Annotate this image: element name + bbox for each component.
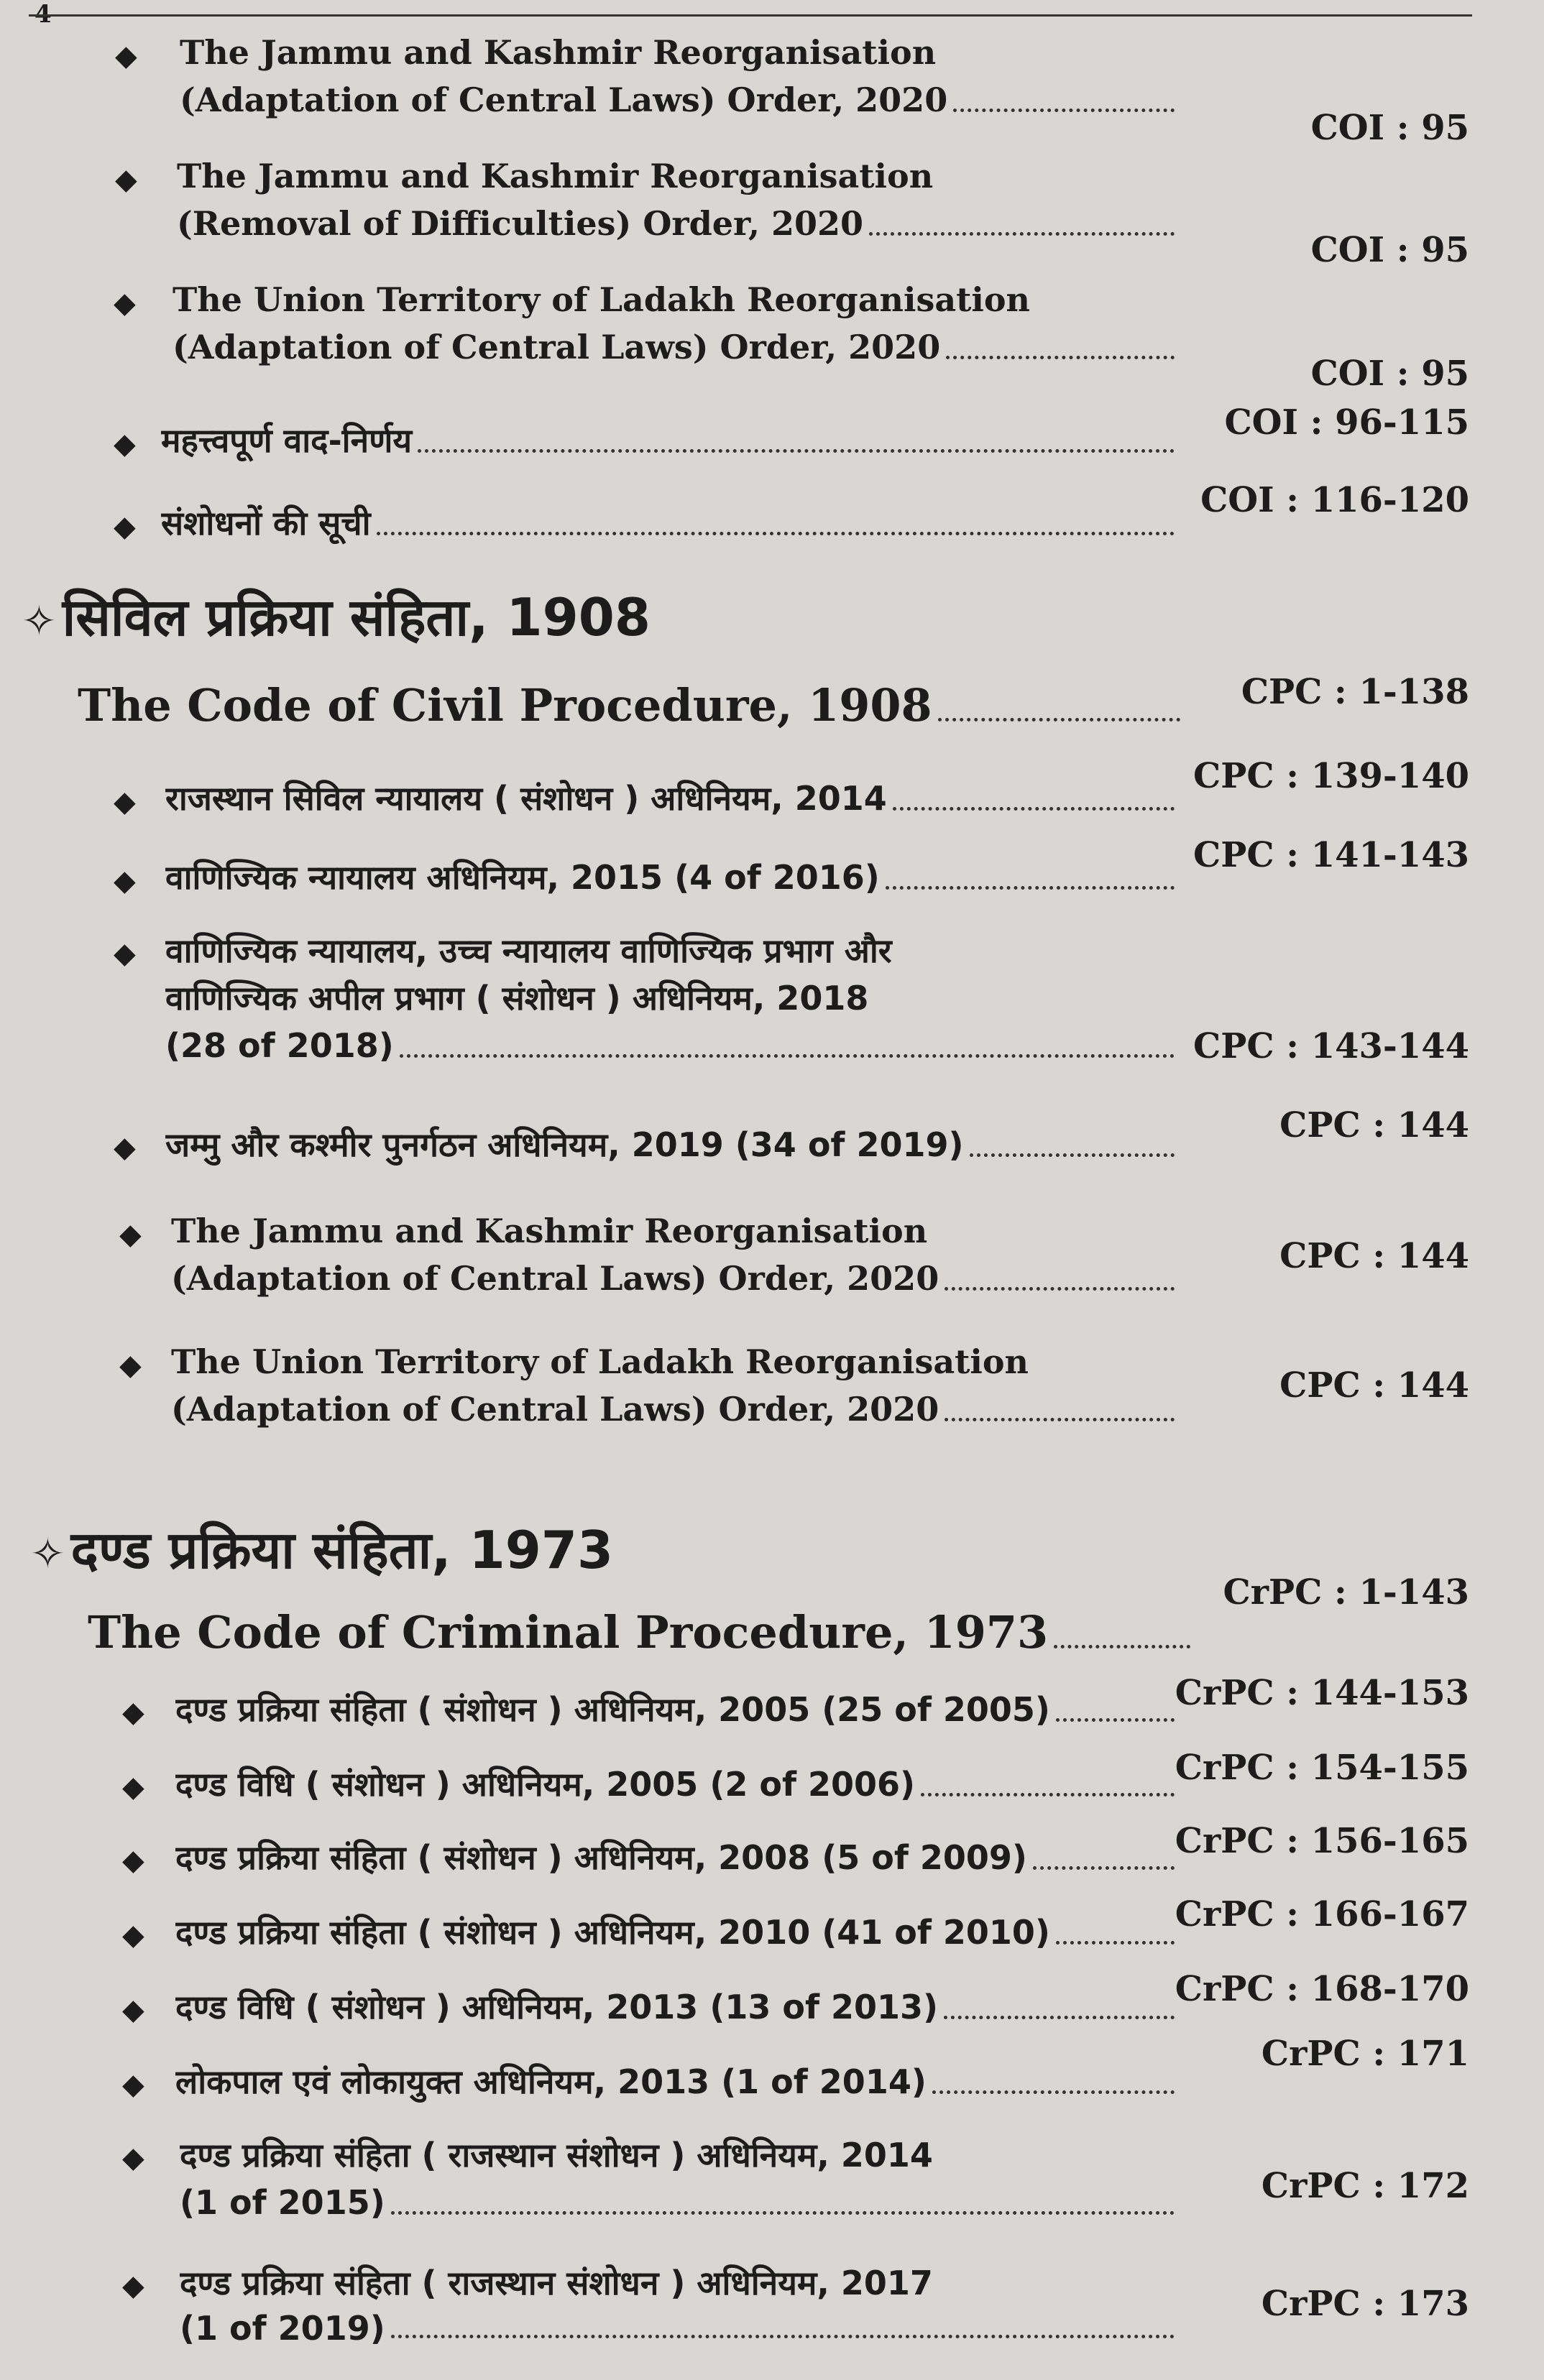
bullet-icon: ◆ <box>122 2269 144 2302</box>
bullet-icon: ◆ <box>114 937 136 970</box>
toc-entry <box>114 276 1179 371</box>
entry-line: दण्ड प्रक्रिया संहिता ( संशोधन ) अधिनियम, 2010 (41 of 2010) <box>175 1913 1050 1952</box>
page-ref: COI : 116-120 <box>1200 480 1469 520</box>
toc-entry <box>114 417 1179 464</box>
entry-line: (Removal of Difficulties) Order, 2020 <box>177 204 863 243</box>
page-ref: CPC : 144 <box>1279 1105 1469 1145</box>
dot-leader <box>1056 1686 1175 1722</box>
entry-line: दण्ड प्रक्रिया संहिता ( राजस्थान संशोधन ) अधिनियम, 2014 <box>180 2136 933 2174</box>
code-title: The Code of Civil Procedure, 1908 <box>78 677 1185 734</box>
entry-line: वाणिज्यिक न्यायालय, उच्च न्यायालय वाणिज्यिक प्रभाग और <box>165 931 892 970</box>
dot-leader <box>946 323 1175 359</box>
dot-leader <box>945 1255 1175 1291</box>
entry-line: जम्मु और कश्मीर पुनर्गठन अधिनियम, 2019 (34 of 2019) <box>165 1125 964 1164</box>
toc-entry <box>119 1207 1179 1302</box>
entry-line: महत्त्वपूर्ण वाद-निर्णय <box>161 421 413 460</box>
toc-entry <box>114 927 1179 1069</box>
toc-entry <box>122 1983 1179 2031</box>
bullet-icon: ◆ <box>115 162 137 196</box>
dot-leader <box>921 1761 1175 1796</box>
page-ref: CPC : 139-140 <box>1193 756 1469 796</box>
toc-entry <box>114 499 1179 547</box>
toc-entry <box>115 29 1179 124</box>
page-ref: CrPC : 171 <box>1261 2034 1469 2074</box>
dot-leader <box>893 775 1175 811</box>
code-title: The Code of Criminal Procedure, 1973 <box>88 1604 1195 1661</box>
section-heading: ✧ सिविल प्रक्रिया संहिता, 1908 <box>22 587 651 647</box>
page-number: 4 <box>35 0 52 29</box>
entry-line: दण्ड विधि ( संशोधन ) अधिनियम, 2005 (2 of 2006) <box>175 1765 916 1804</box>
dot-leader <box>932 2058 1175 2094</box>
page-ref: CPC : 141-143 <box>1193 835 1469 875</box>
bullet-icon: ◆ <box>115 39 137 73</box>
toc-entry <box>122 2131 1179 2226</box>
bullet-icon: ◆ <box>119 1217 142 1251</box>
page-ref: COI : 96-115 <box>1224 402 1469 443</box>
dot-leader <box>1033 1834 1175 1870</box>
bullet-icon: ◆ <box>114 286 136 320</box>
toc-entry <box>122 1834 1179 1881</box>
page-ref: CPC : 143-144 <box>1193 1026 1469 1066</box>
entry-line: The Jammu and Kashmir Reorganisation <box>177 157 934 195</box>
bullet-icon: ◆ <box>114 427 136 461</box>
toc-entry <box>122 2058 1179 2105</box>
page-ref: COI : 95 <box>1310 108 1469 148</box>
dot-leader <box>953 76 1175 112</box>
entry-line: राजस्थान सिविल न्यायालय ( संशोधन ) अधिनियम, 2014 <box>165 779 887 818</box>
bullet-icon: ◆ <box>119 1348 142 1382</box>
dot-leader <box>970 1121 1175 1157</box>
bullet-icon: ◆ <box>114 1131 136 1164</box>
bullet-icon: ◆ <box>122 1771 144 1804</box>
entry-line: (Adaptation of Central Laws) Order, 2020 <box>173 328 941 366</box>
dot-leader <box>391 2307 1175 2338</box>
dot-leader <box>945 1385 1175 1421</box>
bullet-icon: ◆ <box>122 2141 144 2174</box>
entry-line: वाणिज्यिक न्यायालय अधिनियम, 2015 (4 of 2016) <box>165 858 880 897</box>
bullet-icon: ◆ <box>122 1993 144 2026</box>
entry-line: (Adaptation of Central Laws) Order, 2020 <box>180 80 948 119</box>
page-ref: COI : 95 <box>1310 354 1469 394</box>
dot-leader <box>377 499 1175 535</box>
entry-line: (1 of 2015) <box>180 2183 385 2222</box>
entry-line: The Union Territory of Ladakh Reorganisation <box>171 1342 1029 1381</box>
dot-leader <box>938 677 1180 721</box>
dot-leader <box>1054 1604 1190 1648</box>
entry-line: संशोधनों की सूची <box>161 504 371 543</box>
dot-leader <box>944 1983 1175 2019</box>
dot-leader <box>400 1022 1175 1058</box>
entry-line: (Adaptation of Central Laws) Order, 2020 <box>171 1259 939 1298</box>
page-ref: COI : 95 <box>1310 230 1469 270</box>
entry-line: (28 of 2018) <box>165 1026 394 1065</box>
page-ref: CrPC : 154-155 <box>1175 1748 1469 1788</box>
star-bullet-icon: ✧ <box>30 1529 65 1578</box>
dot-leader <box>869 200 1175 236</box>
bullet-icon: ◆ <box>122 2068 144 2101</box>
entry-line: दण्ड प्रक्रिया संहिता ( राजस्थान संशोधन ) अधिनियम, 2017 <box>180 2264 933 2302</box>
toc-entry <box>114 854 1179 901</box>
bullet-icon: ◆ <box>114 509 136 543</box>
page-ref: CPC : 144 <box>1279 1236 1469 1276</box>
page-ref: CrPC : 156-165 <box>1175 1821 1469 1861</box>
dot-leader <box>886 854 1175 890</box>
entry-line: The Union Territory of Ladakh Reorganisation <box>173 280 1030 319</box>
toc-entry <box>122 2259 1179 2350</box>
dot-leader <box>418 417 1175 453</box>
entry-line: दण्ड प्रक्रिया संहिता ( संशोधन ) अधिनियम, 2005 (25 of 2005) <box>175 1690 1050 1729</box>
entry-line: वाणिज्यिक अपील प्रभाग ( संशोधन ) अधिनियम, 2018 <box>165 979 869 1018</box>
dot-leader <box>1056 1909 1175 1945</box>
page-ref: CrPC : 144-153 <box>1175 1673 1469 1713</box>
entry-line: The Jammu and Kashmir Reorganisation <box>171 1212 928 1250</box>
entry-line: The Jammu and Kashmir Reorganisation <box>180 33 937 72</box>
page-ref: CPC : 1-138 <box>1241 672 1469 712</box>
toc-entry <box>122 1761 1179 1808</box>
bullet-icon: ◆ <box>122 1919 144 1952</box>
page-ref: CPC : 144 <box>1279 1365 1469 1406</box>
page-ref: CrPC : 166-167 <box>1175 1894 1469 1934</box>
dot-leader <box>391 2179 1175 2215</box>
entry-line: दण्ड प्रक्रिया संहिता ( संशोधन ) अधिनियम, 2008 (5 of 2009) <box>175 1838 1027 1877</box>
bullet-icon: ◆ <box>122 1844 144 1877</box>
toc-entry <box>119 1338 1179 1433</box>
toc-entry <box>122 1909 1179 1956</box>
bullet-icon: ◆ <box>114 864 136 898</box>
page-ref: CrPC : 173 <box>1261 2284 1469 2324</box>
star-bullet-icon: ✧ <box>22 596 57 645</box>
entry-line: (1 of 2019) <box>180 2309 385 2348</box>
toc-entry <box>114 1121 1179 1168</box>
bullet-icon: ◆ <box>122 1696 144 1729</box>
page-ref: CrPC : 172 <box>1261 2166 1469 2206</box>
entry-line: लोकपाल एवं लोकायुक्त अधिनियम, 2013 (1 of 2014) <box>175 2062 927 2101</box>
toc-entry <box>122 1686 1179 1733</box>
section-heading: ✧ दण्ड प्रक्रिया संहिता, 1973 <box>30 1520 614 1580</box>
entry-line: (Adaptation of Central Laws) Order, 2020 <box>171 1390 939 1429</box>
top-rule <box>29 14 1472 17</box>
page-ref: CrPC : 1-143 <box>1223 1572 1469 1613</box>
entry-line: दण्ड विधि ( संशोधन ) अधिनियम, 2013 (13 of 2013) <box>175 1988 939 2026</box>
toc-entry <box>115 152 1179 247</box>
toc-entry <box>114 775 1179 822</box>
bullet-icon: ◆ <box>114 785 136 818</box>
page-ref: CrPC : 168-170 <box>1175 1969 1469 2009</box>
